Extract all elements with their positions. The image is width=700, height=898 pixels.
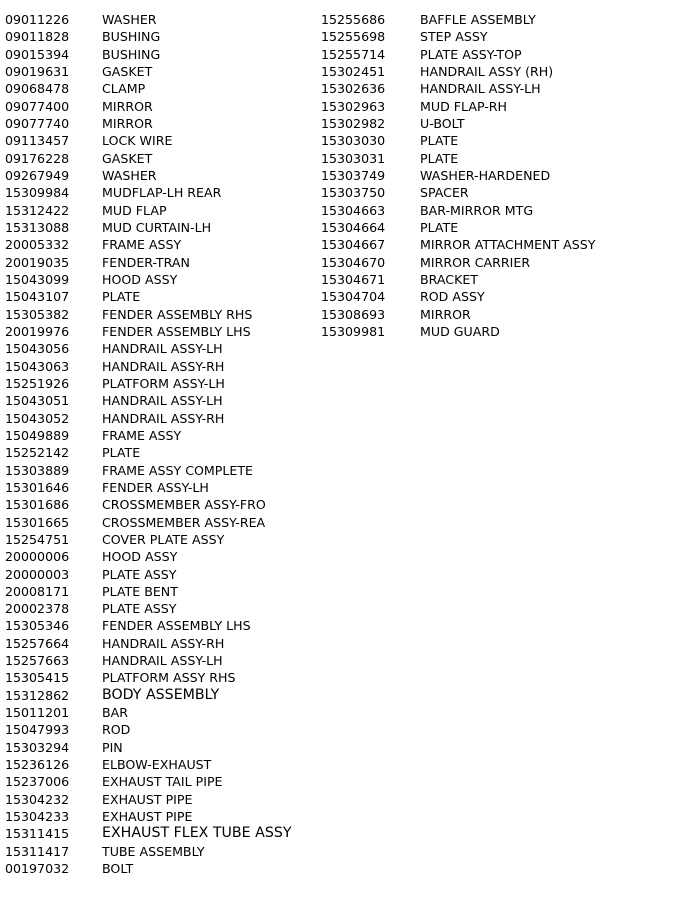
part-number: 20000003 — [5, 566, 70, 582]
part-number: 15302451 — [321, 63, 386, 79]
part-number: 15309984 — [5, 185, 70, 201]
part-description: BOLT — [102, 861, 134, 877]
part-description: SPACER — [420, 185, 469, 201]
part-number: 09019631 — [5, 63, 70, 79]
part-number: 09015394 — [5, 46, 70, 62]
part-number: 15047993 — [5, 722, 70, 738]
part-number: 15303031 — [321, 150, 386, 166]
part-number: 15049889 — [5, 427, 70, 443]
part-description: FENDER ASSEMBLY LHS — [102, 323, 251, 339]
part-number: 15255698 — [321, 29, 386, 45]
part-number: 09011226 — [5, 12, 70, 27]
part-description: ROD ASSY — [420, 289, 485, 305]
part-description: HANDRAIL ASSY-LH — [102, 393, 223, 409]
part-description: FRAME ASSY — [102, 237, 182, 253]
part-number: 15305415 — [5, 670, 70, 686]
part-description: PLATE ASSY-TOP — [420, 46, 522, 62]
part-description: CROSSMEMBER ASSY-FRO — [102, 497, 266, 513]
part-number: 15255714 — [321, 46, 386, 62]
part-number: 15257664 — [5, 635, 70, 651]
part-description: FENDER-TRAN — [102, 254, 190, 270]
part-number: 15237006 — [5, 774, 70, 790]
part-description: BUSHING — [102, 29, 161, 45]
part-description: MUD CURTAIN-LH — [102, 219, 212, 235]
part-number: 00197032 — [5, 861, 70, 877]
part-number: 15302963 — [321, 98, 386, 114]
part-number: 09113457 — [5, 133, 70, 149]
part-description: MUD FLAP-RH — [420, 98, 508, 114]
part-description: BAR — [102, 705, 129, 721]
part-number: 15251926 — [5, 375, 70, 391]
part-description: FENDER ASSEMBLY LHS — [102, 618, 251, 634]
part-description: MIRROR ATTACHMENT ASSY — [420, 237, 596, 253]
part-number: 15301686 — [5, 497, 70, 513]
part-description: PLATE — [102, 289, 141, 305]
part-number: 20000006 — [5, 549, 70, 565]
part-description: WASHER — [102, 12, 157, 27]
part-description: U-BOLT — [420, 115, 465, 131]
part-number: 09077400 — [5, 98, 70, 114]
part-description: PLATE — [102, 445, 141, 461]
part-description: CROSSMEMBER ASSY-REA — [102, 514, 266, 530]
part-description: EXHAUST FLEX TUBE ASSY — [102, 825, 292, 842]
part-description: FENDER ASSY-LH — [102, 479, 209, 495]
part-description: FENDER ASSEMBLY RHS — [102, 306, 253, 322]
part-number: 15303030 — [321, 133, 386, 149]
part-number: 15312862 — [5, 687, 70, 703]
part-number: 15304664 — [321, 219, 386, 235]
part-number: 15313088 — [5, 219, 70, 235]
part-description: BUSHING — [102, 46, 161, 62]
part-description: BAFFLE ASSEMBLY — [420, 12, 536, 27]
part-number: 15304704 — [321, 289, 386, 305]
part-description: PLATE — [420, 150, 459, 166]
part-number: 20019976 — [5, 323, 70, 339]
part-description: CLAMP — [102, 81, 146, 97]
part-number: 15301646 — [5, 479, 70, 495]
part-description: ROD — [102, 722, 131, 738]
part-description: EXHAUST TAIL PIPE — [102, 774, 223, 790]
part-description: TUBE ASSEMBLY — [102, 843, 205, 859]
part-description: MUDFLAP-LH REAR — [102, 185, 222, 201]
part-description: GASKET — [102, 63, 153, 79]
part-number: 15302982 — [321, 115, 386, 131]
part-number: 09176228 — [5, 150, 70, 166]
part-number: 15043056 — [5, 341, 70, 357]
part-number: 15252142 — [5, 445, 70, 461]
part-description: PIN — [102, 739, 123, 755]
part-description: HANDRAIL ASSY-RH — [102, 358, 225, 374]
part-description: FRAME ASSY COMPLETE — [102, 462, 254, 478]
part-number: 15309981 — [321, 323, 386, 339]
part-number: 09068478 — [5, 81, 70, 97]
part-description: BAR-MIRROR MTG — [420, 202, 534, 218]
part-description: BODY ASSEMBLY — [102, 686, 220, 703]
part-description: MIRROR — [102, 98, 153, 114]
part-description: PLATE ASSY — [102, 601, 177, 617]
part-number: 15308693 — [321, 306, 386, 322]
part-description: MIRROR — [420, 306, 471, 322]
part-number: 15236126 — [5, 757, 70, 773]
part-number: 15043052 — [5, 410, 70, 426]
part-number: 20002378 — [5, 601, 70, 617]
part-description: HANDRAIL ASSY (RH) — [420, 63, 554, 79]
part-number: 15312422 — [5, 202, 70, 218]
part-number: 09011828 — [5, 29, 70, 45]
part-description: PLATE — [420, 133, 459, 149]
part-number: 20019035 — [5, 254, 70, 270]
part-number: 09077740 — [5, 115, 70, 131]
part-number: 15255686 — [321, 12, 386, 27]
part-number: 15302636 — [321, 81, 386, 97]
part-description: HANDRAIL ASSY-LH — [420, 81, 541, 97]
part-description: HOOD ASSY — [102, 271, 178, 287]
part-description: HOOD ASSY — [102, 549, 178, 565]
part-description: EXHAUST PIPE — [102, 809, 193, 825]
part-description: FRAME ASSY — [102, 427, 182, 443]
part-description: PLATE ASSY — [102, 566, 177, 582]
part-number: 15254751 — [5, 531, 70, 547]
part-number: 15043107 — [5, 289, 70, 305]
part-number: 15303294 — [5, 739, 70, 755]
part-number: 15304667 — [321, 237, 386, 253]
part-number: 15311417 — [5, 843, 70, 859]
part-number: 15303889 — [5, 462, 70, 478]
part-description: WASHER — [102, 167, 157, 183]
part-number: 20008171 — [5, 583, 70, 599]
part-description: COVER PLATE ASSY — [102, 531, 225, 547]
part-description: WASHER-HARDENED — [420, 167, 551, 183]
part-description: HANDRAIL ASSY-LH — [102, 653, 223, 669]
part-number: 15311415 — [5, 826, 70, 842]
part-description: HANDRAIL ASSY-RH — [102, 410, 225, 426]
part-number: 15043099 — [5, 271, 70, 287]
part-number: 09267949 — [5, 167, 70, 183]
part-description: STEP ASSY — [420, 29, 488, 45]
part-description: PLATFORM ASSY RHS — [102, 670, 236, 686]
part-number: 15043051 — [5, 393, 70, 409]
part-number: 15303750 — [321, 185, 386, 201]
part-number: 15301665 — [5, 514, 70, 530]
part-number: 15303749 — [321, 167, 386, 183]
part-description: HANDRAIL ASSY-LH — [102, 341, 223, 357]
part-description: HANDRAIL ASSY-RH — [102, 635, 225, 651]
part-description: MIRROR — [102, 115, 153, 131]
part-description: LOCK WIRE — [102, 133, 173, 149]
part-number: 15305382 — [5, 306, 70, 322]
part-number: 15257663 — [5, 653, 70, 669]
part-number: 15304232 — [5, 791, 70, 807]
part-description: ELBOW-EXHAUST — [102, 757, 212, 773]
part-description: MUD GUARD — [420, 323, 500, 339]
part-description: PLATE — [420, 219, 459, 235]
part-number: 20005332 — [5, 237, 70, 253]
part-number: 15011201 — [5, 705, 70, 721]
part-description: MUD FLAP — [102, 202, 167, 218]
part-description: BRACKET — [420, 271, 478, 287]
part-description: GASKET — [102, 150, 153, 166]
part-number: 15305346 — [5, 618, 70, 634]
part-description: MIRROR CARRIER — [420, 254, 531, 270]
part-number: 15304233 — [5, 809, 70, 825]
part-number: 15304671 — [321, 271, 386, 287]
part-description: PLATFORM ASSY-LH — [102, 375, 225, 391]
part-number: 15304663 — [321, 202, 386, 218]
part-description: PLATE BENT — [102, 583, 178, 599]
part-description: EXHAUST PIPE — [102, 791, 193, 807]
part-number: 15043063 — [5, 358, 70, 374]
part-number: 15304670 — [321, 254, 386, 270]
